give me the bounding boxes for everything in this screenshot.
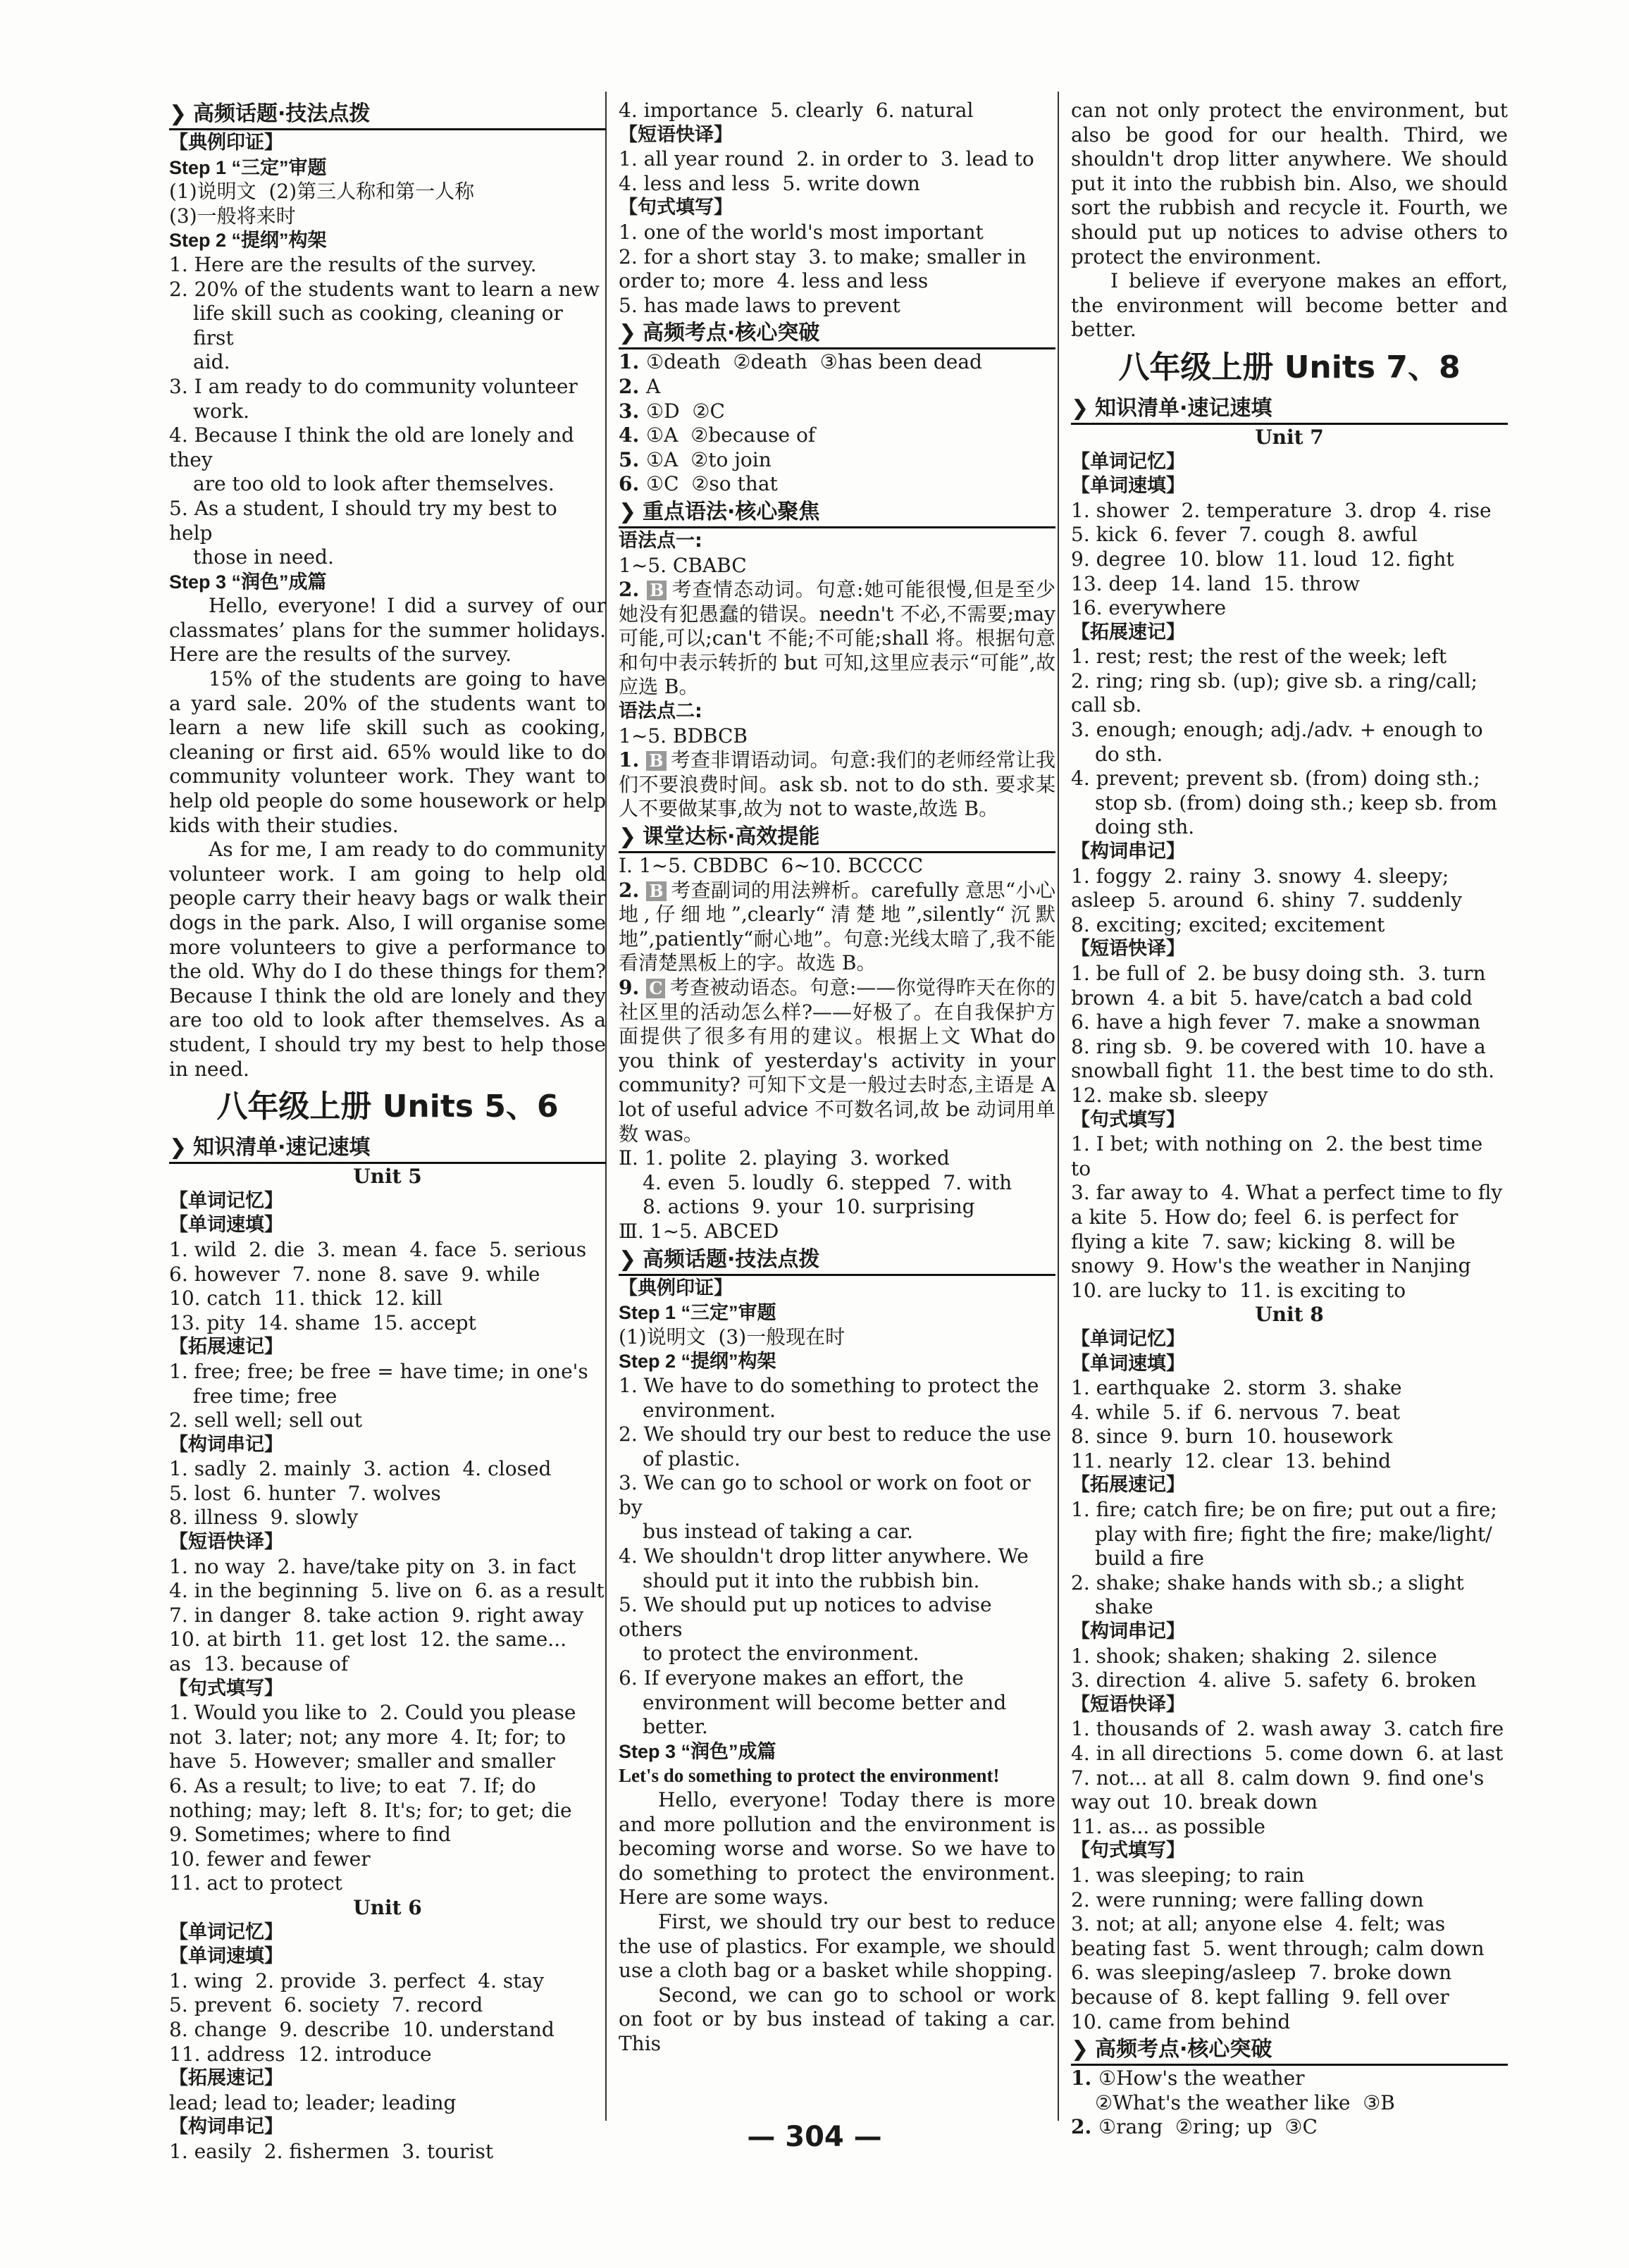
column-3	[1071, 99, 1508, 2140]
explanation: 9. C 考查被动语态。句意:——你觉得昨天在你的社区里的活动怎么样?——好极了。在自我保护方面提供了很多有用的建议。根据上文 What do you think of yesterday's activity in your community? 可知下文是一般过去时态,主语是 A lot of useful advice 不可数名词,故 be 动词用单数 was。	[619, 976, 1062, 1146]
text-line: 1. Here are the results of the survey.	[169, 252, 537, 276]
step-heading: Step 2 “提纲”构架	[169, 230, 327, 252]
text-line: 10. at birth 11. get lost 12. the same...	[169, 1628, 567, 1652]
text-line: 11. nearly 12. clear 13. behind	[1071, 1449, 1392, 1473]
text-line: 3. not; at all; anyone else 4. felt; was	[1071, 1912, 1446, 1936]
text-line: 2. sell well; sell out	[169, 1408, 363, 1432]
text-line: work.	[193, 399, 250, 423]
explanation: 1. B 考查非谓语动词。句意:我们的老师经常让我们不要浪费时间。ask sb. not to do sth. 要求某人不要做某事,故为 not to waste,故选 B。	[619, 748, 1055, 821]
text-line: 10. catch 11. thick 12. kill	[169, 1287, 442, 1310]
text-line: (1)说明文 (3)一般现在时	[619, 1325, 846, 1349]
text-line: 5. has made laws to prevent	[619, 293, 900, 317]
text-line: 6. was sleeping/asleep 7. broke down	[1071, 1961, 1452, 1985]
answer-badge: B	[647, 581, 667, 600]
subheading: 【典例印证】	[169, 132, 283, 154]
text-line: 1. earthquake 2. storm 3. shake	[1071, 1376, 1402, 1400]
text-line: 1. We have to do something to protect the	[619, 1373, 1039, 1397]
text-line: 1. rest; rest; the rest of the week; left	[1071, 645, 1447, 669]
text-line: 8. ring sb. 9. be covered with 10. have a	[1071, 1034, 1486, 1058]
text-line: 4. prevent; prevent sb. (from) doing sth.;	[1071, 767, 1480, 791]
text-line: snowball fight 11. the best time to do sth.	[1071, 1059, 1495, 1083]
text-line: 5. prevent 6. society 7. record	[169, 1993, 483, 2017]
subheading: 【单词速填】	[1071, 1352, 1185, 1375]
text-line: should put it into the rubbish bin.	[643, 1568, 980, 1592]
subheading: 语法点一:	[619, 529, 702, 552]
subheading: 【句式填写】	[619, 197, 733, 219]
text-line: free time; free	[193, 1384, 337, 1408]
subheading: 【短语快译】	[619, 123, 733, 146]
text-line: play with fire; fight the fire; make/light/	[1095, 1522, 1492, 1546]
text-line: 13. pity 14. shame 15. accept	[169, 1310, 476, 1334]
text-line: doing sth.	[1095, 815, 1195, 839]
essay-paragraph: I believe if everyone makes an effort, the environment will become better and better.	[1071, 269, 1508, 342]
subheading: 【构词串记】	[1071, 1621, 1185, 1643]
text-line: lead; lead to; leader; leading	[169, 2090, 457, 2114]
answer-badge: C	[646, 979, 665, 998]
unit-heading: Unit 5	[353, 1165, 422, 1189]
chevron-right-icon: ❯	[169, 1135, 187, 1160]
text-line: 11. as... as possible	[1071, 1814, 1265, 1838]
text-line: Ⅱ. 1. polite 2. playing 3. worked	[619, 1146, 950, 1170]
essay-paragraph: can not only protect the environment, but also be good for our health. Third, we shouldn't drop litter anywhere. We should put it into the rubbish bin. Also, we should sort the rubbish and recycle it. Fourth, we should put up notices to advise others to protect the environment.	[1071, 99, 1508, 268]
section-heading: ❯ 高频考点·核心突破	[1071, 2035, 1508, 2066]
text-line: 1. be full of 2. be busy doing sth. 3. turn	[1071, 962, 1486, 985]
text-line: a kite 5. How do; feel 6. is perfect for	[1071, 1205, 1458, 1229]
text-line: 3. enough; enough; adj./adv. + enough to	[1071, 718, 1483, 742]
text-line: 11. act to protect	[169, 1871, 342, 1895]
unit-heading: Unit 7	[1255, 425, 1324, 449]
text-line: better.	[643, 1715, 708, 1739]
column-2	[619, 99, 1062, 2057]
text-line: of plastic.	[643, 1446, 741, 1470]
text-line: 8. actions 9. your 10. surprising	[643, 1195, 975, 1219]
text-line: 9. degree 10. blow 11. loud 12. fight	[1071, 547, 1454, 571]
subheading: 【拓展速记】	[1071, 621, 1185, 643]
text-line: 2. A	[619, 374, 661, 398]
text-line: 4. in all directions 5. come down 6. at last	[1071, 1742, 1504, 1765]
text-line: 1. ①death ②death ③has been dead	[619, 350, 982, 374]
text-line: 5. We should put up notices to advise others	[619, 1593, 998, 1641]
text-line: 5. As a student, I should try my best to help	[169, 496, 564, 545]
text-line: 1. wing 2. provide 3. perfect 4. stay	[169, 1969, 545, 1993]
essay-paragraph: Hello, everyone! Today there is more and more pollution and the environment is becoming worse and worse. So we have to do something to protect the environment. Here are some ways.	[619, 1788, 1055, 1909]
text-line: do sth.	[1095, 742, 1163, 766]
text-line: environment.	[643, 1398, 776, 1422]
text-line: 1. I bet; with nothing on 2. the best time to	[1071, 1132, 1489, 1180]
subheading: 【短语快译】	[1071, 1693, 1185, 1716]
text-line: 7. not... at all 8. calm down 9. find one's	[1071, 1766, 1485, 1790]
subheading: 【构词串记】	[169, 1433, 283, 1456]
text-line: 1. easily 2. fishermen 3. tourist	[169, 2139, 494, 2163]
text-line: 1. one of the world's most important	[619, 220, 984, 244]
subheading: 【典例印证】	[619, 1277, 733, 1299]
text-line: 4. ①A ②because of	[619, 423, 816, 447]
text-line: Ⅲ. 1~5. ABCED	[619, 1219, 779, 1243]
explanation: 2. B 考查情态动词。句意:她可能很慢,但是至少她没有犯愚蠢的错误。needn't 不必,不需要;may 可能,可以;can't 不能;不可能;shall 将。根据句意和句中表示转折的 but 可知,这里应表示“可能”,故应选 B。	[619, 578, 1062, 699]
text-line: 1~5. BDBCB	[619, 724, 748, 748]
text-line: (1)说明文 (2)第三人称和第一人称	[169, 180, 475, 204]
text-line: 1. shower 2. temperature 3. drop 4. rise	[1071, 498, 1492, 522]
text-line: 1. sadly 2. mainly 3. action 4. closed	[169, 1457, 552, 1481]
text-line: 1~5. CBABC	[619, 553, 747, 577]
text-line: 1. thousands of 2. wash away 3. catch fire	[1071, 1717, 1504, 1741]
text-line: 2. for a short stay 3. to make; smaller in	[619, 244, 1027, 268]
text-line: 1. was sleeping; to rain	[1071, 1863, 1305, 1887]
text-line: 8. change 9. describe 10. understand	[169, 2017, 555, 2041]
essay-paragraph: First, we should try our best to reduce the use of plastics. For example, we should use a cloth bag or a basket while shopping.	[619, 1909, 1055, 1983]
subheading: 【构词串记】	[1071, 841, 1185, 863]
text-line: 1. free; free; be free = have time; in one's	[169, 1359, 588, 1383]
column-divider	[1058, 92, 1059, 2121]
text-line: 5. ①A ②to join	[619, 447, 772, 471]
text-line: 12. make sb. sleepy	[1071, 1083, 1268, 1107]
chevron-right-icon: ❯	[169, 101, 187, 126]
text-line: 1. foggy 2. rainy 3. snowy 4. sleepy;	[1071, 864, 1449, 888]
text-line: 8. since 9. burn 10. housework	[1071, 1425, 1393, 1449]
answer-badge: B	[646, 751, 666, 771]
text-line: not 3. later; not; any more 4. It; for; to	[169, 1725, 566, 1749]
essay-paragraph: 15% of the students are going to have a yard sale. 20% of the students want to learn a new life skill such as cooking, cleaning or first aid. 65% would like to do community volunteer work. They want to help old people do some housework or help kids with their studies.	[169, 667, 606, 837]
text-line: 6. have a high fever 7. make a snowman	[1071, 1010, 1480, 1034]
text-line: brown 4. a bit 5. have/catch a bad cold	[1071, 986, 1473, 1010]
step-heading: Step 1 “三定”审题	[619, 1302, 776, 1324]
text-line: 1. fire; catch fire; be on fire; put out a fire;	[1071, 1498, 1497, 1522]
text-line: 2. shake; shake hands with sb.; a slight	[1071, 1570, 1464, 1594]
text-line: 4. while 5. if 6. nervous 7. beat	[1071, 1400, 1401, 1424]
chevron-right-icon: ❯	[619, 321, 637, 346]
text-line: 1. no way 2. have/take pity on 3. in fact	[169, 1554, 576, 1578]
text-line: 10. came from behind	[1071, 2009, 1291, 2033]
subheading: 【短语快译】	[1071, 938, 1185, 960]
text-line: 4. less and less 5. write down	[619, 171, 920, 195]
chapter-title: 八年级上册 Units 7、8	[1118, 349, 1461, 385]
text-line: snowy 9. How's the weather in Nanjing	[1071, 1254, 1471, 1278]
text-line: 7. in danger 8. take action 9. right away	[169, 1603, 584, 1627]
subheading: 【单词速填】	[169, 1214, 283, 1237]
chevron-right-icon: ❯	[1071, 2037, 1089, 2062]
text-line: 2. were running; were falling down	[1071, 1888, 1424, 1911]
text-line: 2. ①rang ②ring; up ③C	[1071, 2115, 1318, 2139]
subheading: 【句式填写】	[1071, 1108, 1185, 1131]
text-line: have 5. However; smaller and smaller	[169, 1749, 555, 1773]
step-heading: Step 3 “润色”成篇	[169, 571, 327, 593]
subheading: 【单词记忆】	[169, 1921, 283, 1943]
text-line: 8. illness 9. slowly	[169, 1506, 359, 1530]
text-line: 3. We can go to school or work on foot or by	[619, 1471, 1037, 1519]
section-heading: ❯ 高频话题·技法点拨	[619, 1246, 1055, 1276]
text-line: to protect the environment.	[643, 1642, 919, 1666]
text-line: 2. We should try our best to reduce the use	[619, 1423, 1052, 1446]
text-line: flying a kite 7. saw; kicking 8. will be	[1071, 1229, 1456, 1253]
text-line: nothing; may; left 8. It's; for; to get; die	[169, 1798, 572, 1822]
text-line: 4. We shouldn't drop litter anywhere. We	[619, 1544, 1029, 1568]
step-heading: Step 1 “三定”审题	[169, 156, 327, 178]
text-line: way out 10. break down	[1071, 1790, 1318, 1814]
text-line: order to; more 4. less and less	[619, 269, 929, 293]
unit-heading: Unit 6	[353, 1895, 422, 1919]
section-heading: ❯ 高频话题·技法点拨	[169, 100, 606, 130]
subheading: 【构词串记】	[169, 2116, 283, 2138]
text-line: 3. ①D ②C	[619, 399, 725, 423]
subheading: 【句式填写】	[169, 1677, 283, 1699]
text-line: 4. importance 5. clearly 6. natural	[619, 99, 974, 122]
section-heading: ❯ 知识清单·速记速填	[1071, 395, 1508, 425]
text-line: 5. kick 6. fever 7. cough 8. awful	[1071, 523, 1418, 547]
text-line: ②What's the weather like ③B	[1095, 2090, 1395, 2114]
text-line: 4. in the beginning 5. live on 6. as a result	[169, 1579, 605, 1603]
subheading: 【单词记忆】	[1071, 450, 1185, 473]
text-line: 6. ①C ②so that	[619, 472, 778, 496]
text-line: aid.	[193, 350, 230, 374]
text-line: 11. address 12. introduce	[169, 2042, 432, 2066]
text-line: 9. Sometimes; where to find	[169, 1823, 451, 1847]
chapter-title: 八年级上册 Units 5、6	[216, 1089, 559, 1125]
text-line: 16. everywhere	[1071, 596, 1227, 620]
explanation: 2. B 考查副词的用法辨析。carefully 意思“小心地,仔细地”,clearly“清楚地”,silently“沉默地”,patiently“耐心地”。句意:光线太暗了,我不能看清楚黑板上的字。故选 B。	[619, 878, 1056, 975]
page-number: — 304 —	[747, 2121, 882, 2153]
text-line: 3. direction 4. alive 5. safety 6. broken	[1071, 1668, 1477, 1692]
chevron-right-icon: ❯	[619, 1246, 637, 1272]
subheading: 语法点二:	[619, 700, 702, 723]
text-line: because of 8. kept falling 9. fell over	[1071, 1985, 1449, 2009]
text-line: shake	[1095, 1595, 1153, 1619]
step-heading: Step 2 “提纲”构架	[619, 1351, 776, 1372]
step-heading: Step 3 “润色”成篇	[619, 1740, 776, 1762]
text-line: 1. all year round 2. in order to 3. lead to	[619, 147, 1034, 171]
text-line: life skill such as cooking, cleaning or first	[193, 302, 569, 349]
essay-paragraph: Second, we can go to school or work on foot or by bus instead of taking a car. This	[619, 1983, 1055, 2055]
text-line: environment will become better and	[643, 1690, 1007, 1714]
subheading: 【拓展速记】	[169, 1336, 283, 1358]
subheading: 【单词速填】	[1071, 475, 1185, 497]
chevron-right-icon: ❯	[1071, 395, 1089, 421]
text-line: 4. Because I think the old are lonely and they	[169, 423, 581, 471]
text-line: 3. I am ready to do community volunteer	[169, 374, 578, 398]
subheading: 【单词速填】	[169, 1945, 283, 1968]
unit-heading: Unit 8	[1255, 1303, 1324, 1327]
text-line: 1. shook; shaken; shaking 2. silence	[1071, 1644, 1437, 1668]
text-line: 4. even 5. loudly 6. stepped 7. with	[643, 1170, 1012, 1194]
text-line: 2. 20% of the students want to learn a new	[169, 277, 600, 301]
answer-badge: B	[646, 881, 666, 901]
text-line: 10. are lucky to 11. is exciting to	[1071, 1278, 1406, 1302]
text-line: 10. fewer and fewer	[169, 1847, 371, 1871]
subheading: 【句式填写】	[1071, 1840, 1185, 1862]
section-heading: ❯ 高频考点·核心突破	[619, 319, 1055, 349]
text-line: 1. ①How's the weather	[1071, 2066, 1305, 2090]
subheading: 【拓展速记】	[1071, 1474, 1185, 1496]
text-line: 1. wild 2. die 3. mean 4. face 5. serious	[169, 1237, 587, 1261]
subheading: 【拓展速记】	[169, 2067, 283, 2090]
text-line: beating fast 5. went through; calm down	[1071, 1936, 1485, 1960]
section-heading: ❯ 重点语法·核心聚焦	[619, 498, 1055, 528]
essay-paragraph: As for me, I am ready to do community volunteer work. I am going to help old people carry their heavy bags or walk their dogs in the park. Also, I will organise some more volunteers to give a performance to the old. Why do I do these things for them? Because I think the old are lonely and they are too old to look after themselves. As a student, I should try my best to help those in need.	[169, 838, 606, 1081]
text-line: 6. As a result; to live; to eat 7. If; do	[169, 1774, 536, 1797]
text-line: (3)一般将来时	[169, 204, 296, 228]
essay-paragraph: Hello, everyone! I did a survey of our classmates’ plans for the summer holidays. Here are the results of the survey.	[169, 594, 606, 667]
section-heading: ❯ 知识清单·速记速填	[169, 1134, 606, 1164]
subheading: 【短语快译】	[169, 1531, 283, 1554]
subheading: 【单词记忆】	[169, 1189, 283, 1212]
text-line: 13. deep 14. land 15. throw	[1071, 571, 1360, 595]
text-line: 8. exciting; excited; excitement	[1071, 912, 1385, 936]
text-line: are too old to look after themselves.	[193, 472, 555, 496]
text-line: bus instead of taking a car.	[643, 1520, 913, 1544]
text-line: 6. If everyone makes an effort, the	[619, 1666, 964, 1690]
text-line: build a fire	[1095, 1547, 1204, 1570]
essay-title: Let's do something to protect the environment!	[619, 1765, 1000, 1787]
text-line: Ⅰ. 1~5. CBDBC 6~10. BCCCC	[619, 854, 924, 878]
text-line: stop sb. (from) doing sth.; keep sb. from	[1095, 791, 1497, 814]
text-line: 1. Would you like to 2. Could you please	[169, 1701, 576, 1725]
text-line: 3. far away to 4. What a perfect time to fly	[1071, 1181, 1503, 1205]
text-line: those in need.	[193, 545, 334, 569]
text-line: 2. ring; ring sb. (up); give sb. a ring/call; call sb.	[1071, 669, 1484, 717]
text-line: 6. however 7. none 8. save 9. while	[169, 1262, 540, 1286]
section-heading: ❯ 课堂达标·高效提能	[619, 823, 1055, 853]
column-1	[169, 99, 606, 2164]
text-line: as 13. because of	[169, 1652, 349, 1676]
chevron-right-icon: ❯	[619, 824, 637, 850]
chevron-right-icon: ❯	[619, 499, 637, 524]
text-line: asleep 5. around 6. shiny 7. suddenly	[1071, 888, 1463, 912]
text-line: 5. lost 6. hunter 7. wolves	[169, 1481, 441, 1505]
subheading: 【单词记忆】	[1071, 1327, 1185, 1350]
